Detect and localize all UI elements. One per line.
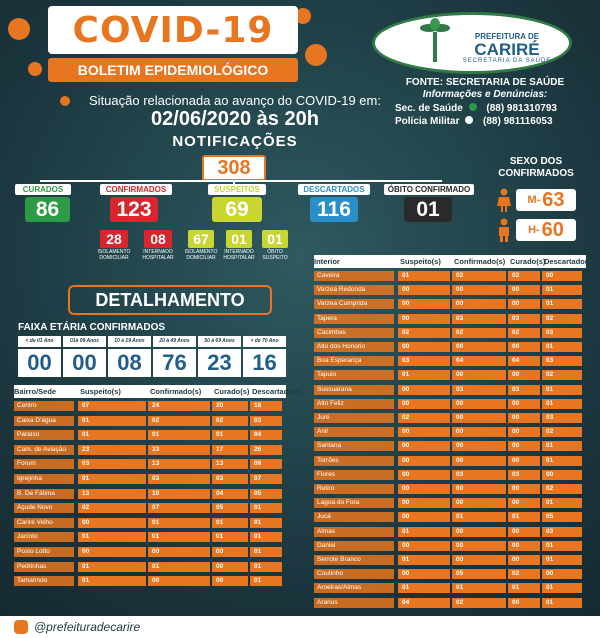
row-value: 01 xyxy=(254,562,262,570)
table-row xyxy=(314,426,586,438)
row-location: B. De Fátima xyxy=(17,489,55,497)
row-location: Almas xyxy=(317,527,336,535)
row-value: 04 xyxy=(456,357,464,365)
row-location: Torrões xyxy=(317,456,339,464)
confirmados-label: CONFIRMADOS xyxy=(100,184,172,195)
row-location: Anil xyxy=(317,428,328,436)
row-value: 01 xyxy=(152,518,160,526)
row-value: 01 xyxy=(546,584,554,592)
sub-label: ÓBITO SUSPEITO xyxy=(262,249,288,261)
sub-label: ISOLAMENTO DOMICILIAR xyxy=(184,249,218,261)
row-value: 23 xyxy=(82,445,90,453)
row-value: 00 xyxy=(456,541,464,549)
row-value: 10 xyxy=(152,489,160,497)
column-header: Curado(s) xyxy=(214,387,250,396)
column-header: Curado(s) xyxy=(510,257,546,266)
table-row xyxy=(314,540,586,552)
row-value: 01 xyxy=(82,562,90,570)
row-location: Juré xyxy=(317,414,330,421)
row-value: 00 xyxy=(512,527,520,535)
notifications-heading: NOTIFICAÇÕES xyxy=(172,133,298,150)
row-location: Retiro xyxy=(317,485,335,492)
age-range-value: 00 xyxy=(63,349,106,377)
row-value: 02 xyxy=(402,414,410,421)
row-value: 00 xyxy=(512,399,520,407)
row-value: 00 xyxy=(456,527,464,535)
row-value: 00 xyxy=(512,485,520,492)
row-location: Posto Lotto xyxy=(17,548,50,555)
contact-health xyxy=(395,103,595,114)
row-value: 00 xyxy=(216,577,224,585)
row-value: 02 xyxy=(512,272,520,279)
row-value: 07 xyxy=(152,504,160,512)
table-row xyxy=(314,313,586,325)
row-location: Sussuarana xyxy=(317,385,352,393)
isolamento-domiciliar-suspeitos: 67 xyxy=(188,230,214,248)
curados-label: CURADOS xyxy=(15,184,71,195)
row-location: Cariré Velho xyxy=(17,518,53,526)
row-value: 00 xyxy=(512,556,520,563)
table-row xyxy=(14,517,286,529)
row-value: 03 xyxy=(546,357,554,365)
table-row xyxy=(14,502,286,514)
row-value: 01 xyxy=(546,598,554,606)
row-value: 00 xyxy=(456,499,464,507)
whatsapp-icon xyxy=(469,103,477,111)
row-value: 01 xyxy=(512,513,520,521)
total-notifications: 308 xyxy=(202,155,266,181)
row-value: 02 xyxy=(512,570,520,578)
row-value: 33 xyxy=(152,445,160,453)
obito-suspeito: 01 xyxy=(262,230,288,248)
row-location: Coutinho xyxy=(317,570,344,578)
row-value: 00 xyxy=(512,428,520,436)
row-value: 00 xyxy=(456,428,464,436)
row-value: 02 xyxy=(546,485,554,492)
male-icon xyxy=(496,218,512,242)
row-location: Flores xyxy=(317,470,336,478)
row-value: 17 xyxy=(216,445,224,453)
row-value: 00 xyxy=(402,399,410,407)
row-value: 01 xyxy=(546,343,554,350)
row-location: Jacinto xyxy=(17,533,38,541)
column-header: Bairro/Sede xyxy=(14,387,57,396)
logo-line3: SECRETARIA DA SAÚDE xyxy=(462,58,552,64)
confirmados-value: 123 xyxy=(110,197,158,222)
row-location: Paraíso xyxy=(17,431,40,439)
row-value: 01 xyxy=(402,556,410,563)
age-range-value: 08 xyxy=(108,349,151,377)
row-value: 03 xyxy=(512,470,520,478)
row-value: 00 xyxy=(512,286,520,294)
row-value: 05 xyxy=(254,489,262,497)
situation-text: Situação relacionada ao avanço do COVID-19 em: xyxy=(89,93,381,108)
row-value: 01 xyxy=(546,499,554,507)
connector-line xyxy=(40,180,442,182)
female-icon xyxy=(496,188,512,212)
table-row xyxy=(314,526,586,538)
row-value: 00 xyxy=(512,598,520,606)
row-value: 00 xyxy=(512,541,520,549)
info-text: Informações e Denúncias: xyxy=(422,89,548,100)
row-value: 13 xyxy=(216,460,224,468)
row-value: 00 xyxy=(402,314,410,322)
row-value: 00 xyxy=(512,442,520,450)
row-value: 04 xyxy=(512,357,520,365)
row-location: Cam. de Aviação xyxy=(17,445,67,453)
row-value: 02 xyxy=(546,314,554,322)
suspeitos-value: 69 xyxy=(212,197,262,222)
row-value: 01 xyxy=(546,541,554,549)
table-row xyxy=(314,469,586,481)
row-value: 00 xyxy=(456,300,464,308)
row-value: 00 xyxy=(402,343,410,350)
age-range-header: < de 01 Ano xyxy=(18,336,61,347)
row-location: Forum xyxy=(17,460,36,468)
row-value: 00 xyxy=(456,371,464,379)
row-value: 01 xyxy=(152,431,160,439)
age-range-value: 23 xyxy=(198,349,241,377)
male-count: H- 60 xyxy=(516,219,576,241)
row-location: Daniel xyxy=(317,541,336,549)
row-value: 04 xyxy=(402,598,410,606)
row-value: 01 xyxy=(402,584,410,592)
age-range-value: 00 xyxy=(18,349,61,377)
table-row xyxy=(314,341,586,353)
table-row xyxy=(314,398,586,410)
row-value: 00 xyxy=(402,456,410,464)
curados-value: 86 xyxy=(25,197,70,222)
row-value: 00 xyxy=(456,343,464,350)
row-value: 01 xyxy=(254,518,262,526)
row-value: 01 xyxy=(216,518,224,526)
sub-label: ISOLAMENTO DOMICILIAR xyxy=(97,249,131,261)
row-value: 24 xyxy=(152,402,160,409)
table-row xyxy=(314,597,586,609)
internado-hospitalar-suspeitos: 01 xyxy=(226,230,252,248)
column-header: Interior xyxy=(314,257,340,266)
table-row xyxy=(314,327,586,339)
row-value: 00 xyxy=(456,399,464,407)
row-location: Tamarindo xyxy=(17,577,48,585)
column-header: Suspeito(s) xyxy=(80,387,121,396)
row-value: 00 xyxy=(402,385,410,393)
row-value: 00 xyxy=(456,286,464,294)
row-value: 00 xyxy=(546,272,554,279)
table-row xyxy=(14,429,286,441)
table-row xyxy=(14,561,286,573)
table-row xyxy=(14,531,286,543)
row-value: 02 xyxy=(546,371,554,379)
row-value: 02 xyxy=(512,328,520,336)
row-location: Alto Feliz xyxy=(317,399,344,407)
row-value: 01 xyxy=(546,286,554,294)
column-header: Suspeito(s) xyxy=(400,257,441,266)
phone-icon xyxy=(465,116,473,124)
detalhamento-heading: DETALHAMENTO xyxy=(68,285,272,315)
row-value: 01 xyxy=(546,399,554,407)
age-range-header: 20 à 49 Anos xyxy=(153,336,196,347)
table-row xyxy=(314,582,586,594)
age-range-title: FAIXA ETÁRIA CONFIRMADOS xyxy=(18,322,166,333)
age-range-header: > de 70 Ano xyxy=(243,336,286,347)
row-value: 00 xyxy=(546,470,554,478)
row-value: 01 xyxy=(546,300,554,308)
column-header: Descartado(s) xyxy=(544,257,595,266)
table-row xyxy=(14,458,286,470)
row-value: 01 xyxy=(512,584,520,592)
table-row xyxy=(14,546,286,558)
table-row xyxy=(314,270,586,282)
row-value: 01 xyxy=(82,416,90,424)
logo-line1: PREFEITURA DE xyxy=(474,32,540,41)
row-value: 00 xyxy=(512,343,520,350)
virus-icon xyxy=(8,18,30,40)
row-value: 01 xyxy=(546,442,554,450)
row-value: 00 xyxy=(512,456,520,464)
descartados-label: DESCARTADOS xyxy=(298,184,370,195)
table-row xyxy=(314,412,586,424)
row-location: Centro xyxy=(17,402,37,409)
age-range-header: 10 à 19 Anos xyxy=(108,336,151,347)
table-row xyxy=(314,497,586,509)
female-count: M- 63 xyxy=(516,189,576,211)
contact-phone: (88) 981310793 xyxy=(486,103,557,114)
row-value: 00 xyxy=(512,371,520,379)
row-value: 02 xyxy=(546,428,554,436)
row-value: 00 xyxy=(152,577,160,585)
source-text: FONTE: SECRETARIA DE SAÚDE xyxy=(405,77,565,88)
row-value: 05 xyxy=(216,504,224,512)
table-row xyxy=(314,384,586,396)
row-location: Igrejinha xyxy=(17,475,42,482)
row-value: 00 xyxy=(402,499,410,507)
table-row xyxy=(314,298,586,310)
row-value: 03 xyxy=(456,314,464,322)
row-value: 00 xyxy=(546,570,554,578)
table-row xyxy=(314,440,586,452)
row-value: 03 xyxy=(546,328,554,336)
row-value: 03 xyxy=(546,414,554,421)
row-value: 05 xyxy=(456,570,464,578)
row-value: 05 xyxy=(546,513,554,521)
table-row xyxy=(314,554,586,566)
row-value: 02 xyxy=(456,328,464,336)
row-location: Caixa D'água xyxy=(17,416,56,424)
table-row xyxy=(14,473,286,485)
table-row xyxy=(14,488,286,500)
row-value: 00 xyxy=(456,456,464,464)
report-date: 02/06/2020 às 20h xyxy=(151,108,319,130)
internado-hospitalar-confirmados: 08 xyxy=(144,230,172,248)
row-value: 01 xyxy=(456,584,464,592)
row-value: 00 xyxy=(402,300,410,308)
page-title: COVID-19 xyxy=(48,6,298,54)
isolamento-domiciliar-confirmados: 28 xyxy=(100,230,128,248)
row-value: 01 xyxy=(402,371,410,379)
row-value: 01 xyxy=(546,456,554,464)
obito-value: 01 xyxy=(404,197,452,222)
row-location: Aroeiras/Almas xyxy=(317,584,362,592)
row-value: 01 xyxy=(546,556,554,563)
contact-police xyxy=(395,116,595,127)
row-value: 13 xyxy=(82,489,90,497)
row-location: Caveira xyxy=(317,272,340,279)
instagram-icon xyxy=(14,620,28,634)
page-subtitle: BOLETIM EPIDEMIOLÓGICO xyxy=(48,58,298,82)
table-row xyxy=(14,575,286,587)
row-location: Boa Esperança xyxy=(317,357,362,365)
row-value: 02 xyxy=(152,416,160,424)
row-value: 01 xyxy=(82,475,90,482)
row-value: 07 xyxy=(82,402,90,409)
row-value: 01 xyxy=(402,272,410,279)
row-value: 04 xyxy=(254,431,262,439)
descartados-value: 116 xyxy=(310,197,358,222)
row-value: 03 xyxy=(82,460,90,468)
row-value: 03 xyxy=(402,357,410,365)
row-value: 00 xyxy=(152,548,160,555)
row-value: 01 xyxy=(254,533,262,541)
table-row xyxy=(14,400,286,412)
palm-tree-icon xyxy=(420,18,450,62)
row-value: 09 xyxy=(254,460,262,468)
row-value: 02 xyxy=(456,272,464,279)
row-value: 01 xyxy=(456,513,464,521)
row-value: 00 xyxy=(402,286,410,294)
row-value: 00 xyxy=(456,556,464,563)
virus-icon xyxy=(28,62,42,76)
row-value: 00 xyxy=(402,541,410,549)
row-value: 01 xyxy=(152,562,160,570)
row-value: 00 xyxy=(402,570,410,578)
row-value: 01 xyxy=(254,577,262,585)
row-value: 00 xyxy=(82,548,90,555)
row-value: 03 xyxy=(512,314,520,322)
row-location: Tapera xyxy=(317,314,337,322)
row-value: 03 xyxy=(512,385,520,393)
table-row xyxy=(314,284,586,296)
row-value: 00 xyxy=(456,442,464,450)
row-value: 00 xyxy=(456,414,464,421)
row-value: 20 xyxy=(216,402,224,409)
contact-label: Polícia Militar xyxy=(395,116,460,127)
row-value: 13 xyxy=(152,460,160,468)
table-row xyxy=(314,511,586,523)
row-value: 03 xyxy=(456,385,464,393)
row-value: 00 xyxy=(402,470,410,478)
row-value: 01 xyxy=(82,431,90,439)
row-value: 07 xyxy=(254,475,262,482)
sub-label: INTERNADO HOSPITALAR xyxy=(223,249,255,261)
row-value: 02 xyxy=(82,504,90,512)
row-location: Cacimbas xyxy=(317,328,346,336)
row-value: 01 xyxy=(254,504,262,512)
row-location: Alto dos Honorio xyxy=(317,343,366,350)
table-header xyxy=(14,385,303,398)
row-value: 01 xyxy=(254,548,262,555)
row-location: Ararius xyxy=(317,598,338,606)
row-location: Varzea Redonda xyxy=(317,286,366,294)
row-location: Varzea Cumprida xyxy=(317,300,368,308)
row-value: 04 xyxy=(216,489,224,497)
row-location: Pedrinhas xyxy=(17,562,47,570)
row-location: Santana xyxy=(317,442,342,450)
row-value: 00 xyxy=(456,485,464,492)
row-location: Açude Novo xyxy=(17,504,53,512)
row-location: Tapuio xyxy=(317,371,337,379)
column-header: Descartado(s) xyxy=(252,387,303,396)
row-value: 01 xyxy=(152,533,160,541)
virus-icon xyxy=(305,44,327,66)
table-row xyxy=(314,355,586,367)
row-value: 00 xyxy=(402,513,410,521)
row-value: 00 xyxy=(512,300,520,308)
row-value: 00 xyxy=(402,442,410,450)
row-value: 00 xyxy=(402,428,410,436)
sex-heading: SEXO DOS CONFIRMADOS xyxy=(498,156,574,179)
row-value: 01 xyxy=(216,533,224,541)
age-range-value: 76 xyxy=(153,349,196,377)
age-range-value: 16 xyxy=(243,349,286,377)
age-range-header: 01à 09 Anos xyxy=(63,336,106,347)
row-value: 02 xyxy=(216,416,224,424)
row-location: Jucá xyxy=(317,513,331,521)
row-value: 03 xyxy=(456,470,464,478)
age-range-header: 50 à 69 Anos xyxy=(198,336,241,347)
row-value: 00 xyxy=(512,499,520,507)
table-row xyxy=(14,415,286,427)
row-value: 01 xyxy=(402,527,410,535)
row-value: 03 xyxy=(216,475,224,482)
table-row xyxy=(314,483,586,495)
row-value: 03 xyxy=(546,527,554,535)
contact-label: Sec. de Saúde xyxy=(395,103,463,114)
contact-phone: (88) 981116053 xyxy=(483,116,553,127)
row-location: Serrote Branco xyxy=(317,556,361,563)
table-row xyxy=(14,444,286,456)
obito-label: ÓBITO CONFIRMADO xyxy=(384,184,474,195)
row-value: 02 xyxy=(402,328,410,336)
instagram-handle[interactable]: @prefeituradecarire xyxy=(34,620,141,634)
table-row xyxy=(314,369,586,381)
row-value: 00 xyxy=(216,548,224,555)
row-value: 18 xyxy=(254,402,262,409)
row-value: 01 xyxy=(82,533,90,541)
row-value: 00 xyxy=(82,518,90,526)
row-value: 02 xyxy=(456,598,464,606)
column-header: Confirmado(s) xyxy=(454,257,506,266)
column-header: Confirmado(s) xyxy=(150,387,202,396)
suspeitos-label: SUSPEITOS xyxy=(208,184,266,195)
row-value: 01 xyxy=(216,431,224,439)
logo-line2: CARIRÉ xyxy=(474,40,540,59)
row-value: 00 xyxy=(512,414,520,421)
row-value: 26 xyxy=(254,445,262,453)
row-value: 01 xyxy=(546,385,554,393)
sub-label: INTERNADO HOSPITALAR xyxy=(142,249,174,261)
table-header xyxy=(314,255,595,268)
row-value: 01 xyxy=(82,577,90,585)
row-value: 00 xyxy=(402,485,410,492)
table-row xyxy=(314,568,586,580)
row-location: Lagoa do Fora xyxy=(317,499,360,507)
row-value: 03 xyxy=(254,416,262,424)
row-value: 03 xyxy=(152,475,160,482)
row-value: 00 xyxy=(216,562,224,570)
table-row xyxy=(314,455,586,467)
